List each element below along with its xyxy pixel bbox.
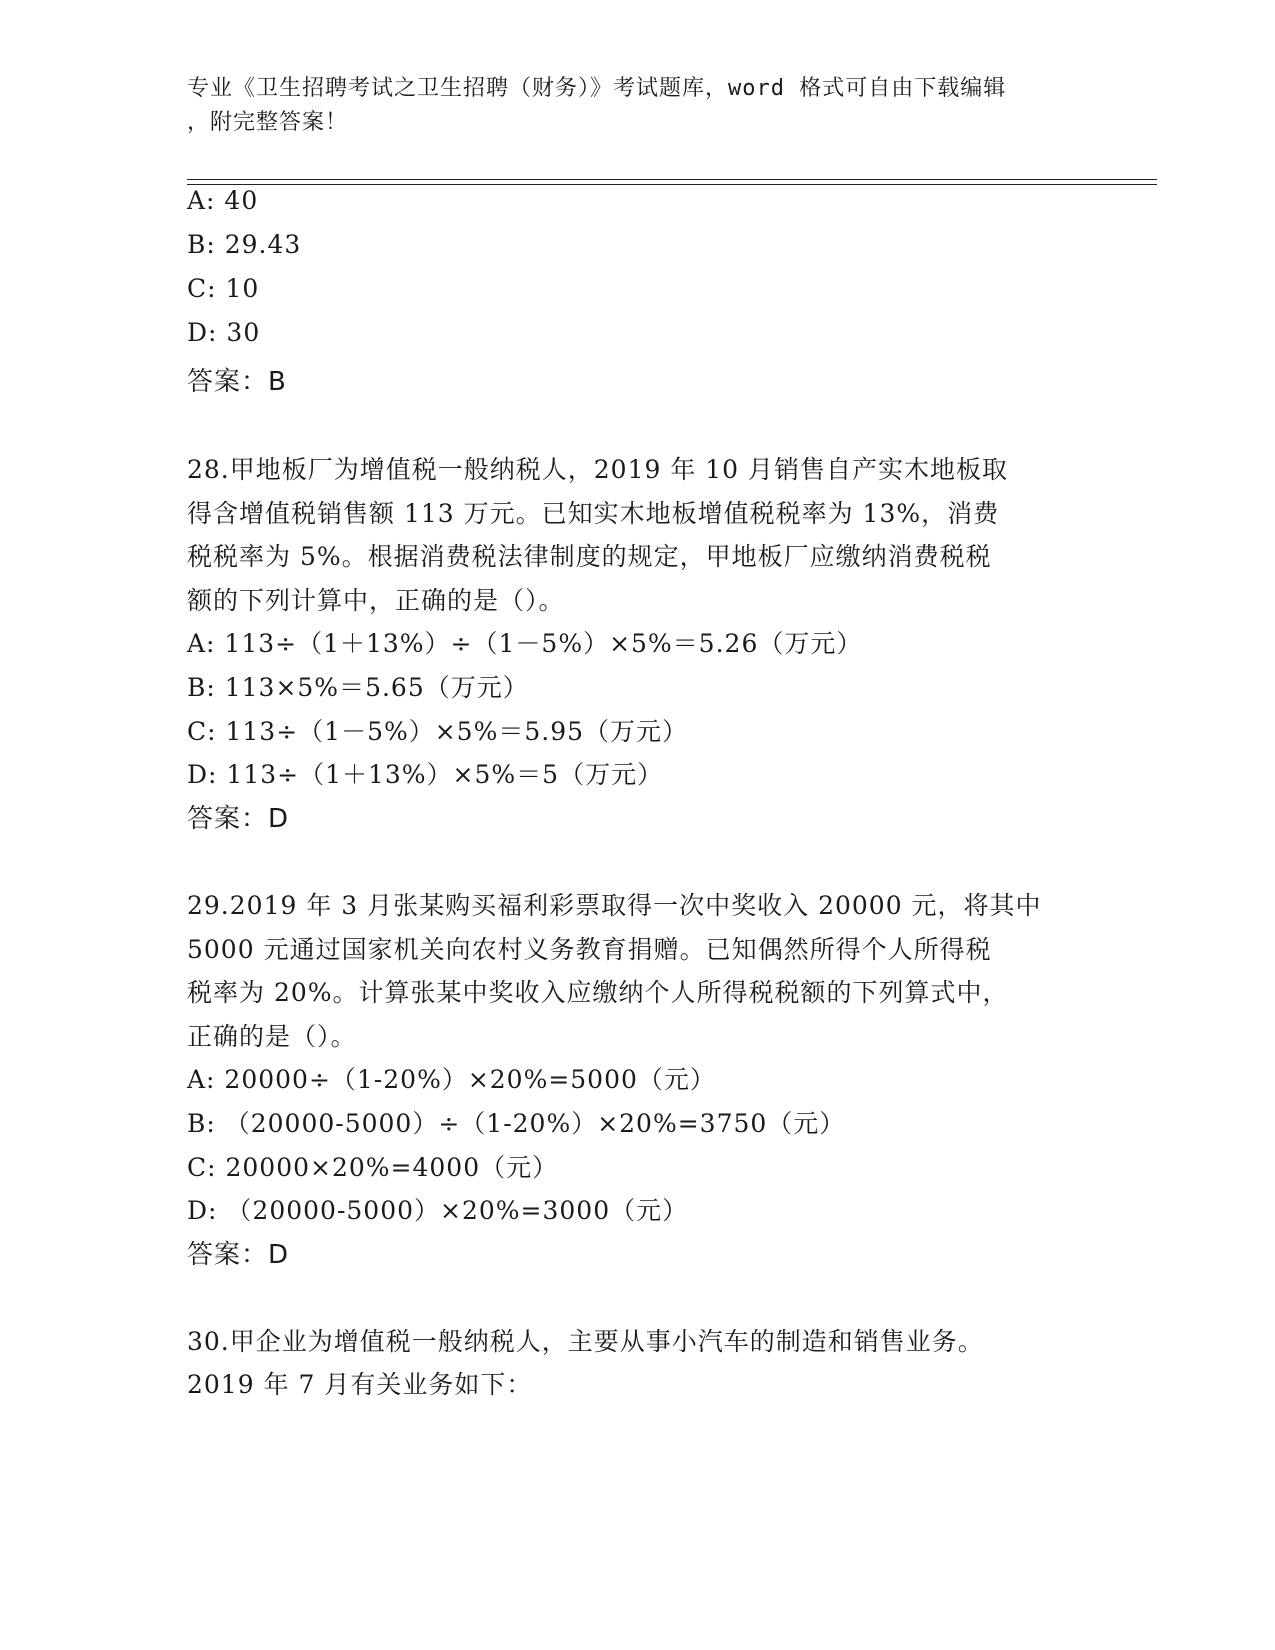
question-29-line-2: 5000 元通过国家机关向农村义务教育捐赠。已知偶然所得个人所得税 [187, 935, 992, 964]
document-header [187, 72, 1087, 140]
question-29-option-a: A: 20000÷（1-20%）×20%=5000（元） [187, 1065, 716, 1094]
question-28-line-4: 额的下列计算中，正确的是（）。 [187, 586, 565, 615]
question-28-option-a: A: 113÷（1＋13%）÷（1－5%）×5%＝5.26（万元） [187, 629, 863, 658]
question-29-line-1: 29.2019 年 3 月张某购买福利彩票取得一次中奖收入 20000 元，将其中 [187, 891, 1042, 920]
answer-line: 答案：B [187, 367, 287, 397]
question-29-line-4: 正确的是（）。 [187, 1022, 357, 1051]
header-line-2: ，附完整答案！ [187, 110, 349, 135]
option-a: A: 40 [187, 186, 259, 215]
question-29-line-3: 税率为 20%。计算张某中奖收入应缴纳个人所得税税额的下列算式中， [187, 978, 1009, 1007]
question-30-line-1: 30.甲企业为增值税一般纳税人，主要从事小汽车的制造和销售业务。 [187, 1327, 984, 1356]
question-28-answer: 答案：D [187, 804, 290, 834]
question-30-line-2: 2019 年 7 月有关业务如下： [187, 1370, 533, 1399]
header-rule-bottom [187, 184, 1157, 185]
header-rule-top [187, 179, 1157, 180]
question-28-option-b: B: 113×5%＝5.65（万元） [187, 673, 529, 702]
header-line-1: 专业《卫生招聘考试之卫生招聘（财务）》考试题库，word 格式可自由下载编辑 [187, 76, 1007, 101]
option-c: C: 10 [187, 274, 260, 303]
question-29-option-b: B: （20000-5000）÷（1-20%）×20%=3750（元） [187, 1109, 846, 1138]
question-28-option-c: C: 113÷（1－5%）×5%＝5.95（万元） [187, 717, 689, 746]
question-29-option-d: D: （20000-5000）×20%=3000（元） [187, 1196, 689, 1225]
question-28-option-d: D: 113÷（1＋13%）×5%＝5（万元） [187, 760, 664, 789]
question-28-line-2: 得含增值税销售额 113 万元。已知实木地板增值税税率为 13%，消费 [187, 499, 1000, 528]
option-b: B: 29.43 [187, 230, 302, 259]
question-29-answer: 答案：D [187, 1240, 290, 1270]
question-29-option-c: C: 20000×20%=4000（元） [187, 1153, 559, 1182]
question-28-line-1: 28.甲地板厂为增值税一般纳税人，2019 年 10 月销售自产实木地板取 [187, 455, 1009, 484]
option-d: D: 30 [187, 318, 261, 347]
question-28-line-3: 税税率为 5%。根据消费税法律制度的规定，甲地板厂应缴纳消费税税 [187, 542, 992, 571]
